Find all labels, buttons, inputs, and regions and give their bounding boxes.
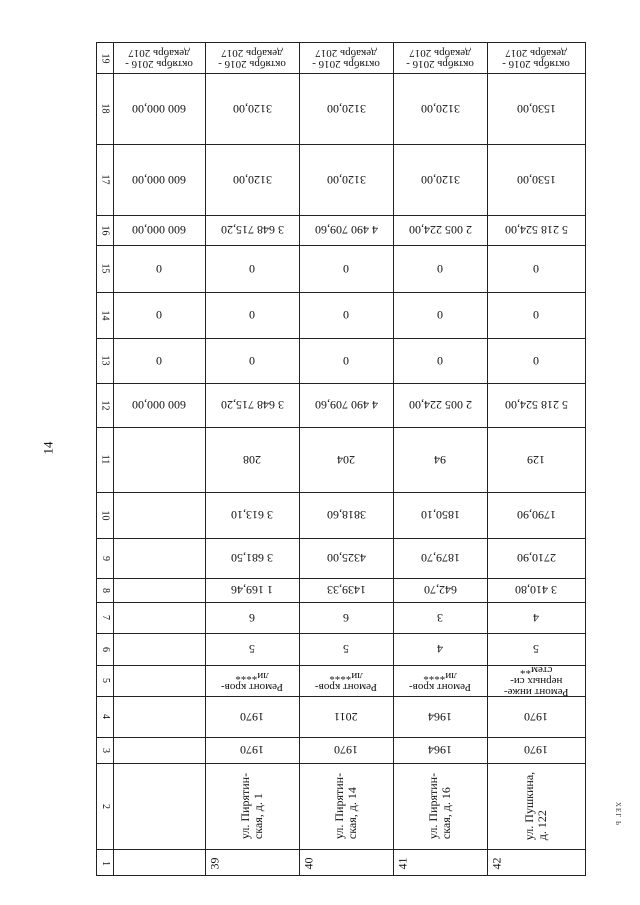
row42-c3: 1970 [524,743,548,757]
row41-c18: 3120,00 [420,101,460,116]
row40-c15: 0 [343,261,349,276]
row39-c16: 3 648 715,20 [220,223,284,237]
footer-code: XЕГ Ь [614,801,623,827]
row39-address: ул. Пирятин- ская, д. 1 [238,772,265,840]
total-c16: 600 000,00 [132,223,186,237]
row41-period: октябрь 2016 - декабрь 2017 [406,47,474,70]
col-header-1: 1 [99,860,111,866]
row39-c9: 3 681,50 [231,551,273,565]
total-c17: 600 000,00 [132,172,186,187]
row41-c3: 1964 [428,743,452,757]
row39-c17: 3120,00 [232,172,272,187]
row42-c9: 2710,90 [516,551,556,565]
row42-address: ул. Пушкина, д. 122 [522,771,549,841]
row41-c7: 3 [437,610,443,625]
row42-period: октябрь 2016 - декабрь 2017 [502,47,570,70]
row39-c15: 0 [249,261,255,276]
row41-c6: 4 [437,642,443,656]
col-header-17: 17 [99,174,111,185]
row39-num: 39 [207,857,222,869]
row41-c15: 0 [437,261,443,276]
row42-c7: 4 [533,610,539,625]
data-table [96,42,586,876]
col-header-19: 19 [99,53,111,63]
row40-num: 40 [301,857,316,869]
col-header-6: 6 [99,646,111,652]
row39-c3: 1970 [240,743,264,757]
row40-c8: 1439,33 [326,583,366,597]
row41-c9: 1879,70 [420,551,460,565]
row41-c14: 0 [437,308,443,322]
row39-c5: Ремонт кров- ли**** [221,669,283,693]
row41-num: 41 [395,857,410,869]
row42-c15: 0 [533,261,539,276]
row42-c16: 5 218 524,00 [504,223,568,237]
row41-c13: 0 [437,353,443,368]
col-header-3: 3 [99,747,111,753]
row42-c8: 3 410,80 [515,583,557,597]
row41-c10: 1850,10 [420,508,460,522]
row39-c11: 208 [243,452,261,467]
row42-c4: 1970 [524,709,548,724]
col-header-16: 16 [99,225,111,235]
row39-c10: 3 613,10 [231,508,273,522]
row39-c4: 1970 [240,709,264,724]
total-c15: 0 [156,261,162,276]
row41-address: ул. Пирятин- ская, д. 16 [426,772,453,840]
total-c12: 600 000,00 [132,398,186,412]
row40-c17: 3120,00 [326,172,366,187]
col-header-2: 2 [99,803,111,809]
row42-c17: 1530,00 [516,172,556,187]
col-header-13: 13 [99,355,111,366]
row39-period: октябрь 2016 - декабрь 2017 [218,47,286,70]
row39-c12: 3 648 715,20 [220,398,284,412]
row40-c18: 3120,00 [326,101,366,116]
row40-c6: 5 [343,642,349,656]
row41-c4: 1964 [428,709,452,724]
row40-period: октябрь 2016 - декабрь 2017 [312,47,380,70]
col-header-14: 14 [99,310,111,320]
col-header-7: 7 [99,615,111,620]
row40-address: ул. Пирятин- ская, д. 14 [332,772,359,840]
row39-c8: 1 169,46 [231,583,273,597]
row39-c6: 5 [249,642,255,656]
row41-c17: 3120,00 [420,172,460,187]
col-header-5: 5 [99,678,111,683]
row40-c3: 1970 [334,743,358,757]
row39-c18: 3120,00 [232,101,272,116]
col-header-8: 8 [99,587,111,593]
row41-c11: 94 [434,452,446,467]
row40-c4: 2011 [334,709,358,724]
col-header-15: 15 [99,263,111,274]
total-period: октябрь 2016 - декабрь 2017 [125,47,193,70]
row42-c13: 0 [533,353,539,368]
row39-c7: 6 [249,610,255,625]
row40-c13: 0 [343,353,349,368]
total-c18: 600 000,00 [132,101,186,116]
row41-c12: 2 005 224,00 [408,398,472,412]
col-header-9: 9 [99,555,111,561]
row40-c9: 4325,00 [326,551,366,565]
row40-c16: 4 490 709,60 [314,223,378,237]
col-header-18: 18 [99,103,111,114]
page-number: 14 [40,441,56,455]
col-header-10: 10 [99,510,111,520]
row40-c12: 4 490 709,60 [314,398,378,412]
row39-c13: 0 [249,353,255,368]
total-c14: 0 [156,308,162,322]
row40-c5: Ремонт кров- ли**** [315,669,377,693]
row40-c14: 0 [343,308,349,322]
row40-c10: 3818,60 [326,508,366,522]
row42-num: 42 [489,857,504,869]
col-header-4: 4 [99,714,111,719]
row42-c18: 1530,00 [516,101,556,116]
row42-c10: 1790,90 [516,508,556,522]
row40-c11: 204 [337,452,355,467]
row42-c6: 5 [533,642,539,656]
total-c12-empty [113,427,205,492]
col-header-11: 11 [99,454,111,465]
total-c13: 0 [156,353,162,368]
row41-c16: 2 005 224,00 [408,223,472,237]
row42-c14: 0 [533,308,539,322]
row42-c5: Ремонт инже- нерных си- стем** [503,664,569,698]
row39-c14: 0 [249,308,255,322]
row41-c5: Ремонт кров- ли**** [409,669,471,693]
row40-c7: 6 [343,610,349,625]
row41-c8: 642,70 [423,583,457,597]
col-header-12: 12 [99,400,111,410]
row42-c11: 129 [527,452,545,467]
row42-c12: 5 218 524,00 [504,398,568,412]
